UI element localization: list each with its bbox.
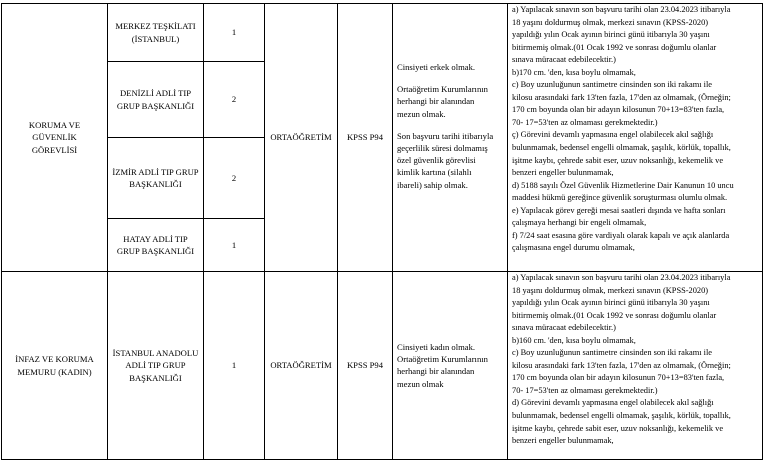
requirements-cell	[508, 4, 763, 272]
unit-cell	[108, 219, 204, 272]
unit-cell	[108, 62, 204, 138]
requirement-line: d) Görevini devamlı yapmasına engel olabilecek akıl sağlığı	[512, 398, 714, 408]
requirement-line: maddesi hükmü gereğince güvenlik soruşturması olumlu olmak.	[512, 193, 728, 203]
description-line: Son başvuru tarihi itibarıyla	[397, 130, 494, 141]
description-paragraph	[397, 341, 503, 390]
unit-line: GRUP BAŞKANLIĞI	[116, 100, 195, 111]
count-cell: 1	[204, 4, 265, 62]
requirement-line: bitirmemiş olmak.(01 Ocak 1992 ve sonrası doğumlu olanlar	[512, 310, 717, 320]
description-line: herhangi bir alanından	[397, 96, 475, 107]
position-table	[1, 3, 763, 460]
requirement-line: bulunmamak, bedensel engelli olmamak, şaşılık, körlük, topallık,	[512, 411, 731, 421]
requirement-line: a) Yapılacak sınavın son başvuru tarihi olan 23.04.2023 itibarıyla	[512, 5, 731, 14]
count-cell: 1	[204, 219, 265, 272]
kpss-cell: KPSS P94	[338, 272, 393, 460]
requirement-line: c) Boy uzunluğunun santimetre cinsinden son iki rakamı ile	[512, 80, 713, 90]
position-cell	[2, 4, 108, 272]
unit-line: İSTANBUL ANADOLU	[112, 348, 199, 359]
unit-line: HATAY ADLİ TIP	[123, 233, 188, 244]
description-cell	[393, 4, 508, 272]
kpss-cell: KPSS P94	[338, 4, 393, 272]
requirement-line: işitme kaybı, çehrede sabit eser, uzuv noksanlığı, kekemelik ve	[512, 423, 724, 433]
description-line: Ortaöğretim Kurumlarının	[397, 354, 488, 365]
requirement-line: a) Yapılacak sınavın son başvuru tarihi olan 23.04.2023 itibarıyla	[512, 273, 731, 282]
requirement-line: ç) Görevini devamlı yapmasına engel olabilecek akıl sağlığı	[512, 130, 714, 140]
requirement-line: kilosu arasındaki fark 13'ten fazla, 17'den az olmamak, (Örneğin;	[512, 92, 731, 102]
unit-line: BAŞKANLIĞI	[129, 179, 182, 189]
table-row	[2, 272, 763, 460]
description-line: geçerlilik süresi dolmamış	[397, 143, 488, 154]
requirement-line: e) Yapılacak görev gereği mesai saatleri dışında ve hafta sonları	[512, 205, 726, 215]
unit-cell	[108, 4, 204, 62]
unit-line: BAŞKANLIĞI	[129, 372, 182, 383]
unit-line: ADLİ TIP GRUP	[125, 360, 186, 371]
description-paragraph	[397, 130, 503, 191]
unit-line: DENİZLİ ADLİ TIP	[120, 88, 191, 99]
requirement-line: c) Boy uzunluğunun santimetre cinsinden son iki rakamı ile	[512, 348, 713, 358]
requirement-line: yapıldığı yılın Ocak ayının birinci günü itibarıyla 30 yaşını	[512, 298, 710, 308]
position-cell	[2, 272, 108, 460]
position-line: GÜVENLİK	[32, 132, 77, 143]
education-cell: ORTAÖĞRETİM	[265, 272, 338, 460]
requirement-line: 170 cm boyunda olan bir adayın kilosunun 70+13=83'ten fazla,	[512, 373, 725, 383]
education-cell: ORTAÖĞRETİM	[265, 4, 338, 272]
description-line: mezun olmak	[397, 378, 444, 389]
requirement-line: işitme kaybı, çehrede sabit eser, uzuv noksanlığı, kekemelik ve	[512, 155, 724, 165]
unit-line: GRUP BAŞKANLIĞI	[116, 246, 195, 256]
description-line: kimlik kartına (silahlı	[397, 167, 472, 178]
position-line: GÖREVLİSİ	[31, 144, 78, 155]
description-paragraph	[397, 61, 503, 73]
description-line: mezun olmak.	[397, 108, 446, 119]
requirement-line: benzeri engeller bulunmamak,	[512, 168, 614, 178]
requirement-line: 170 cm boyunda olan bir adayın kilosunun 70+13=83'ten fazla,	[512, 105, 725, 115]
requirement-line: d) 5188 sayılı Özel Güvenlik Hizmetlerine Dair Kanunun 10 uncu	[512, 180, 734, 190]
requirement-line: benzeri engeller bulunmamak,	[512, 436, 614, 446]
description-line: herhangi bir alanından	[397, 366, 475, 377]
requirement-line: bitirmemiş olmak.(01 Ocak 1992 ve sonrası doğumlu olanlar	[512, 42, 717, 52]
count-cell: 2	[204, 62, 265, 138]
requirement-line: 70- 17=53'ten az olmaması gerekmektedir.)	[512, 117, 658, 127]
unit-line: MERKEZ TEŞKİLATI	[115, 21, 196, 32]
requirement-line: yapıldığı yılın Ocak ayının birinci günü itibarıyla 30 yaşını	[512, 30, 710, 40]
requirement-line: çalışmaya herhangi bir engeli olmamak,	[512, 218, 647, 228]
requirement-line: f) 7/24 saat esasına göre vardiyalı olarak kapalı ve açık alanlarda	[512, 230, 730, 240]
unit-line: (İSTANBUL)	[131, 33, 180, 44]
description-line: Ortaöğretim Kurumlarının	[397, 84, 488, 95]
requirement-line: sınava müracaat edebilecektir.)	[512, 323, 616, 333]
unit-line: İZMİR ADLİ TIP GRUP	[112, 166, 199, 177]
requirement-line: 18 yaşını doldurmuş olmak, merkezi sınavın (KPSS-2020)	[512, 17, 709, 27]
requirement-line: çalışmasına engel durumu olmamak,	[512, 243, 635, 253]
requirement-line: 70- 17=53'ten az olmaması gerekmektedir.)	[512, 385, 658, 395]
requirements-cell	[508, 272, 763, 460]
description-line: özel güvenlik görevlisi	[397, 155, 476, 166]
requirement-line: b)160 cm. 'den, kısa boylu olmamak,	[512, 335, 636, 345]
requirement-line: kilosu arasındaki fark 13'ten fazla, 17'den az olmamak, (Örneğin;	[512, 360, 731, 370]
position-line: MEMURU (KADIN)	[17, 366, 92, 377]
requirement-line: sınava müracaat edebilecektir.)	[512, 55, 616, 65]
table-row	[2, 4, 763, 62]
requirement-line: b)170 cm. 'den, kısa boylu olmamak,	[512, 67, 636, 77]
description-cell	[393, 272, 508, 460]
requirement-line: 18 yaşını doldurmuş olmak, merkezi sınavın (KPSS-2020)	[512, 285, 709, 295]
count-cell: 2	[204, 138, 265, 219]
description-line: Cinsiyeti kadın olmak.	[397, 342, 476, 352]
description-line: Cinsiyeti erkek olmak.	[397, 62, 476, 72]
requirement-line: bulunmamak, bedensel engelli olmamak, şaşılık, körlük, topallık,	[512, 143, 731, 153]
unit-cell	[108, 272, 204, 460]
description-paragraph	[397, 83, 503, 120]
position-line: KORUMA VE	[28, 120, 81, 131]
position-line: İNFAZ VE KORUMA	[15, 354, 94, 365]
unit-cell	[108, 138, 204, 219]
count-cell: 1	[204, 272, 265, 460]
description-line: ibareli) sahip olmak.	[397, 179, 468, 190]
